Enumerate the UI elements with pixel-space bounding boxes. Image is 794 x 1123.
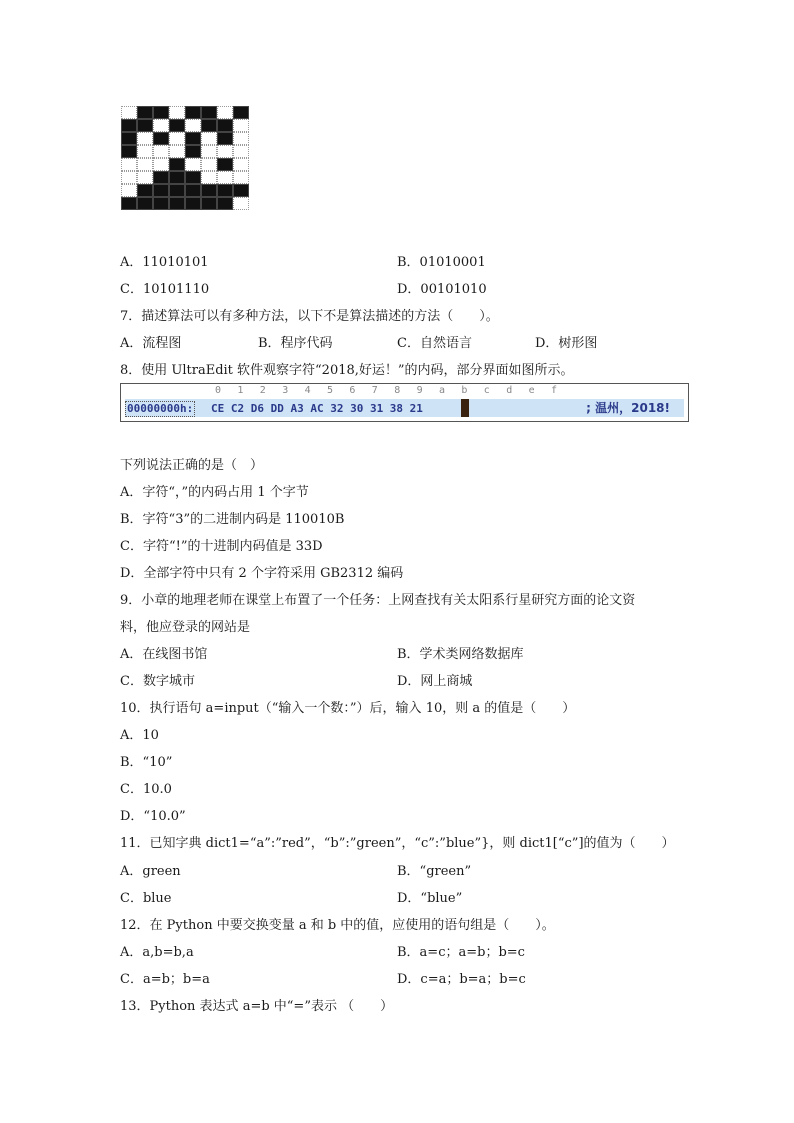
pixel-cell bbox=[153, 171, 169, 184]
pixel-cell bbox=[217, 197, 233, 210]
hex-column-label: 9 bbox=[416, 385, 423, 396]
q10-option-c: C．10.0 bbox=[120, 782, 172, 797]
pixel-cell bbox=[217, 106, 233, 119]
pixel-cell bbox=[169, 197, 185, 210]
q11-option-c: C．blue bbox=[120, 891, 172, 906]
pixel-cell bbox=[153, 158, 169, 171]
q7-option-b: B．程序代码 bbox=[258, 336, 333, 351]
q9-stem-line2: 料，他应登录的网站是 bbox=[120, 620, 251, 635]
hex-column-header bbox=[121, 385, 688, 399]
pixel-cell bbox=[201, 119, 217, 132]
pixel-cell bbox=[137, 184, 153, 197]
pixel-cell bbox=[121, 184, 137, 197]
hex-column-label: c bbox=[483, 385, 490, 396]
hex-column-label: d bbox=[506, 385, 513, 396]
pixel-cell bbox=[169, 158, 185, 171]
pixel-cell bbox=[185, 158, 201, 171]
pixel-cell bbox=[185, 119, 201, 132]
q8-option-c: C．字符“!”的十进制内码值是 33D bbox=[120, 539, 323, 554]
hex-column-label: f bbox=[551, 385, 558, 396]
q7-option-c: C．自然语言 bbox=[397, 336, 472, 351]
pixel-cell bbox=[185, 197, 201, 210]
q12-option-a: A．a,b=b,a bbox=[120, 945, 194, 960]
pixel-cell bbox=[185, 132, 201, 145]
pixel-cell bbox=[217, 119, 233, 132]
q7-option-d: D．树形图 bbox=[535, 336, 598, 351]
q9-option-a: A．在线图书馆 bbox=[120, 647, 208, 662]
pixel-cell bbox=[217, 158, 233, 171]
q10-option-d: D．“10.0” bbox=[120, 809, 186, 824]
q13-stem: 13．Python 表达式 a=b 中“=”表示 （ ） bbox=[120, 999, 394, 1014]
pixel-cell bbox=[153, 145, 169, 158]
pixel-cell bbox=[201, 106, 217, 119]
pixel-cell bbox=[137, 106, 153, 119]
pixel-cell bbox=[137, 197, 153, 210]
hex-column-label: 8 bbox=[394, 385, 401, 396]
hex-column-label: 7 bbox=[371, 385, 378, 396]
pixel-cell bbox=[153, 119, 169, 132]
q11-option-b: B．“green” bbox=[397, 864, 472, 879]
pixel-cell bbox=[121, 132, 137, 145]
ultraedit-hex-view bbox=[120, 383, 689, 422]
hex-bytes: CE C2 D6 DD A3 AC 32 30 31 38 21 bbox=[211, 402, 423, 415]
pixel-cell bbox=[201, 171, 217, 184]
hex-column-label: b bbox=[461, 385, 468, 396]
text-cursor bbox=[461, 399, 469, 417]
pixel-cell bbox=[201, 197, 217, 210]
q12-option-c: C．a=b；b=a bbox=[120, 972, 210, 987]
q8-option-b: B．字符“3”的二进制内码是 110010B bbox=[120, 512, 345, 527]
hex-text-preview: ; 温州，2018! bbox=[586, 401, 670, 415]
pixel-cell bbox=[169, 184, 185, 197]
pixel-cell bbox=[217, 171, 233, 184]
pixel-cell bbox=[137, 158, 153, 171]
q8-prompt: 下列说法正确的是（ ） bbox=[120, 458, 264, 473]
q10-stem: 10．执行语句 a=input（“输入一个数：”）后，输入 10，则 a 的值是（ ） bbox=[120, 701, 576, 716]
q8-option-d: D．全部字符中只有 2 个字符采用 GB2312 编码 bbox=[120, 566, 404, 581]
hex-column-label: 0 bbox=[215, 385, 222, 396]
pixel-cell bbox=[121, 119, 137, 132]
pixel-cell bbox=[233, 132, 249, 145]
q9-option-c: C．数字城市 bbox=[120, 674, 195, 689]
q11-option-d: D．“blue” bbox=[397, 891, 463, 906]
pixel-cell bbox=[169, 132, 185, 145]
pixel-cell bbox=[137, 171, 153, 184]
hex-column-label: 4 bbox=[304, 385, 311, 396]
hex-column-label: a bbox=[439, 385, 446, 396]
pixel-cell bbox=[233, 158, 249, 171]
pixel-cell bbox=[233, 119, 249, 132]
q8-stem: 8．使用 UltraEdit 软件观察字符“2018,好运！”的内码，部分界面如图所示。 bbox=[120, 363, 574, 378]
hex-column-label: 2 bbox=[259, 385, 266, 396]
q11-option-a: A．green bbox=[120, 864, 181, 879]
pixel-cell bbox=[169, 106, 185, 119]
pixel-cell bbox=[217, 184, 233, 197]
pixel-bitmap-image bbox=[121, 106, 249, 210]
q10-option-a: A．10 bbox=[120, 728, 159, 743]
hex-column-label: 6 bbox=[349, 385, 356, 396]
pixel-cell bbox=[121, 197, 137, 210]
pixel-cell bbox=[233, 145, 249, 158]
pixel-cell bbox=[185, 171, 201, 184]
q12-option-d: D．c=a；b=a；b=c bbox=[397, 972, 526, 987]
pixel-cell bbox=[169, 145, 185, 158]
pixel-cell bbox=[185, 106, 201, 119]
pixel-cell bbox=[233, 184, 249, 197]
pixel-cell bbox=[217, 132, 233, 145]
pixel-cell bbox=[201, 132, 217, 145]
q9-stem-line1: 9．小章的地理老师在课堂上布置了一个任务：上网查找有关太阳系行星研究方面的论文资 bbox=[120, 593, 636, 608]
pixel-cell bbox=[217, 145, 233, 158]
q10-option-b: B．“10” bbox=[120, 755, 173, 770]
q7-stem: 7．描述算法可以有多种方法，以下不是算法描述的方法（ ）。 bbox=[120, 309, 499, 324]
pixel-cell bbox=[121, 145, 137, 158]
pixel-cell bbox=[201, 158, 217, 171]
hex-column-label: 3 bbox=[282, 385, 289, 396]
q6-option-c: C．10101110 bbox=[120, 282, 210, 297]
pixel-cell bbox=[121, 158, 137, 171]
pixel-cell bbox=[121, 106, 137, 119]
pixel-cell bbox=[137, 119, 153, 132]
q9-option-d: D．网上商城 bbox=[397, 674, 473, 689]
q11-stem: 11．已知字典 dict1=“a”:”red”，“b”:”green”，“c”:”blue”}，则 dict1[“c”]的值为（ ） bbox=[120, 836, 675, 851]
pixel-cell bbox=[201, 145, 217, 158]
q6-option-a: A．11010101 bbox=[120, 255, 209, 270]
pixel-cell bbox=[169, 119, 185, 132]
hex-data-row bbox=[125, 399, 684, 417]
pixel-cell bbox=[153, 106, 169, 119]
q8-option-a: A．字符“，”的内码占用 1 个字节 bbox=[120, 485, 309, 500]
pixel-cell bbox=[185, 145, 201, 158]
pixel-cell bbox=[169, 171, 185, 184]
pixel-cell bbox=[185, 184, 201, 197]
hex-column-label: e bbox=[528, 385, 535, 396]
hex-column-label: 1 bbox=[237, 385, 244, 396]
pixel-cell bbox=[153, 132, 169, 145]
q12-option-b: B．a=c；a=b；b=c bbox=[397, 945, 525, 960]
pixel-cell bbox=[233, 171, 249, 184]
q7-option-a: A．流程图 bbox=[120, 336, 182, 351]
pixel-cell bbox=[153, 184, 169, 197]
pixel-cell bbox=[137, 132, 153, 145]
hex-column-label: 5 bbox=[327, 385, 334, 396]
q9-option-b: B．学术类网络数据库 bbox=[397, 647, 524, 662]
q6-option-b: B．01010001 bbox=[397, 255, 486, 270]
pixel-cell bbox=[201, 184, 217, 197]
pixel-cell bbox=[233, 197, 249, 210]
q12-stem: 12．在 Python 中要交换变量 a 和 b 中的值，应使用的语句组是（ ）。 bbox=[120, 918, 555, 933]
hex-address: 00000000h: bbox=[127, 402, 194, 415]
pixel-cell bbox=[233, 106, 249, 119]
pixel-cell bbox=[121, 171, 137, 184]
pixel-cell bbox=[153, 197, 169, 210]
q6-option-d: D．00101010 bbox=[397, 282, 487, 297]
pixel-cell bbox=[137, 145, 153, 158]
